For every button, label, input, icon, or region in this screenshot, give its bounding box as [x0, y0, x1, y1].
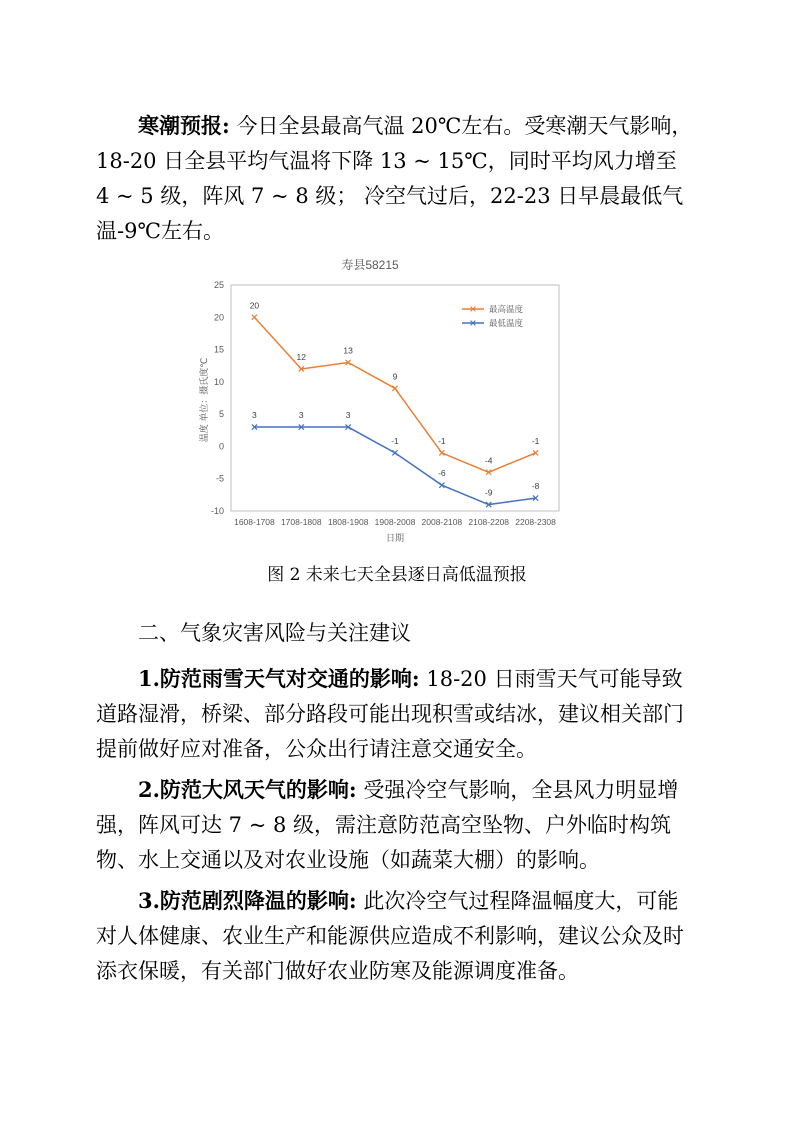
section-heading: 二、气象灾害风险与关注建议	[138, 621, 411, 645]
y-tick-label: 20	[213, 312, 224, 323]
x-tick-label: 2208-2308	[515, 517, 556, 527]
y-tick-label: -10	[210, 506, 224, 516]
data-label: -6	[438, 468, 446, 479]
x-axis-ticks	[234, 517, 556, 527]
data-point-marker	[392, 450, 397, 455]
data-label: 9	[392, 371, 398, 382]
legend-entry: 最高温度	[489, 304, 524, 314]
x-axis-label: 日期	[385, 533, 405, 543]
x-tick-label: 1908-2008	[374, 517, 416, 527]
x-tick-label: 2108-2208	[468, 517, 510, 527]
data-label: -1	[391, 435, 399, 446]
temperature-chart	[192, 250, 572, 550]
y-tick-label: 25	[213, 280, 224, 290]
x-tick-label: 1808-1908	[327, 517, 369, 527]
y-tick-label: 10	[213, 376, 224, 387]
intro-text: 今日全县最高气温 20℃左右。受寒潮天气影响，18-20 日全县平均气温将下降 13 ~ 15℃，同时平均风力增至 4 ~ 5 级，阵风 7 ~ 8 级； 冷空气过后，22-23 日早晨最低气温-9℃左右。	[96, 114, 693, 243]
data-label: -9	[484, 487, 493, 498]
data-label: 13	[343, 345, 353, 356]
chart-title: 寿县58215	[341, 258, 399, 272]
y-tick-label: 0	[218, 441, 224, 452]
advice-item-3-label: 3.防范剧烈降温的影响:	[138, 888, 357, 913]
chart-legend	[462, 304, 524, 328]
data-label: -8	[531, 481, 540, 492]
data-label: -4	[484, 455, 493, 466]
data-label: 3	[345, 410, 351, 421]
data-label: 20	[249, 300, 260, 311]
x-tick-label: 1708-1808	[280, 517, 322, 527]
advice-item-3	[96, 883, 696, 989]
advice-item-1-label: 1.防范雨雪天气对交通的影响:	[138, 666, 420, 691]
data-label: 3	[298, 410, 304, 421]
data-point-marker	[392, 386, 397, 391]
data-label: -1	[531, 435, 540, 446]
y-axis-ticks	[211, 280, 224, 516]
series-layer	[250, 300, 540, 507]
data-label: 3	[252, 410, 257, 421]
y-axis-label: 温度 单位：摄氏度℃	[199, 357, 209, 443]
x-tick-label: 1608-1708	[234, 517, 275, 527]
intro-label: 寒潮预报:	[138, 113, 230, 138]
advice-item-2	[96, 772, 696, 878]
y-tick-label: 5	[218, 409, 224, 420]
advice-item-1	[96, 661, 696, 767]
data-point-marker	[252, 315, 257, 320]
data-label: -1	[438, 435, 446, 446]
advice-item-2-text: 受强冷空气影响，全县风力明显增强，阵风可达 7 ~ 8 级，需注意防范高空坠物、户外临时构筑物、水上交通以及对农业设施（如蔬菜大棚）的影响。	[96, 778, 679, 872]
advice-item-1-text: 18-20 日雨雪天气可能导致道路湿滑，桥梁、部分路段可能出现积雪或结冰，建议相关部门提前做好应对准备，公众出行请注意交通安全。	[96, 667, 684, 761]
figure-caption: 图 2 未来七天全县逐日高低温预报	[267, 565, 527, 585]
data-label: 12	[296, 351, 307, 362]
advice-item-3-text: 此次冷空气过程降温幅度大，可能对人体健康、农业生产和能源供应造成不利影响，建议公众及时添衣保暖，有关部门做好农业防寒及能源调度准备。	[96, 889, 684, 983]
advice-item-2-label: 2.防范大风天气的影响:	[138, 777, 357, 802]
legend-entry: 最低温度	[489, 318, 524, 328]
x-tick-label: 2008-2108	[421, 517, 463, 527]
y-tick-label: -5	[215, 473, 224, 484]
series-line-1	[254, 317, 535, 472]
intro-paragraph	[96, 108, 696, 249]
y-tick-label: 15	[213, 344, 224, 355]
